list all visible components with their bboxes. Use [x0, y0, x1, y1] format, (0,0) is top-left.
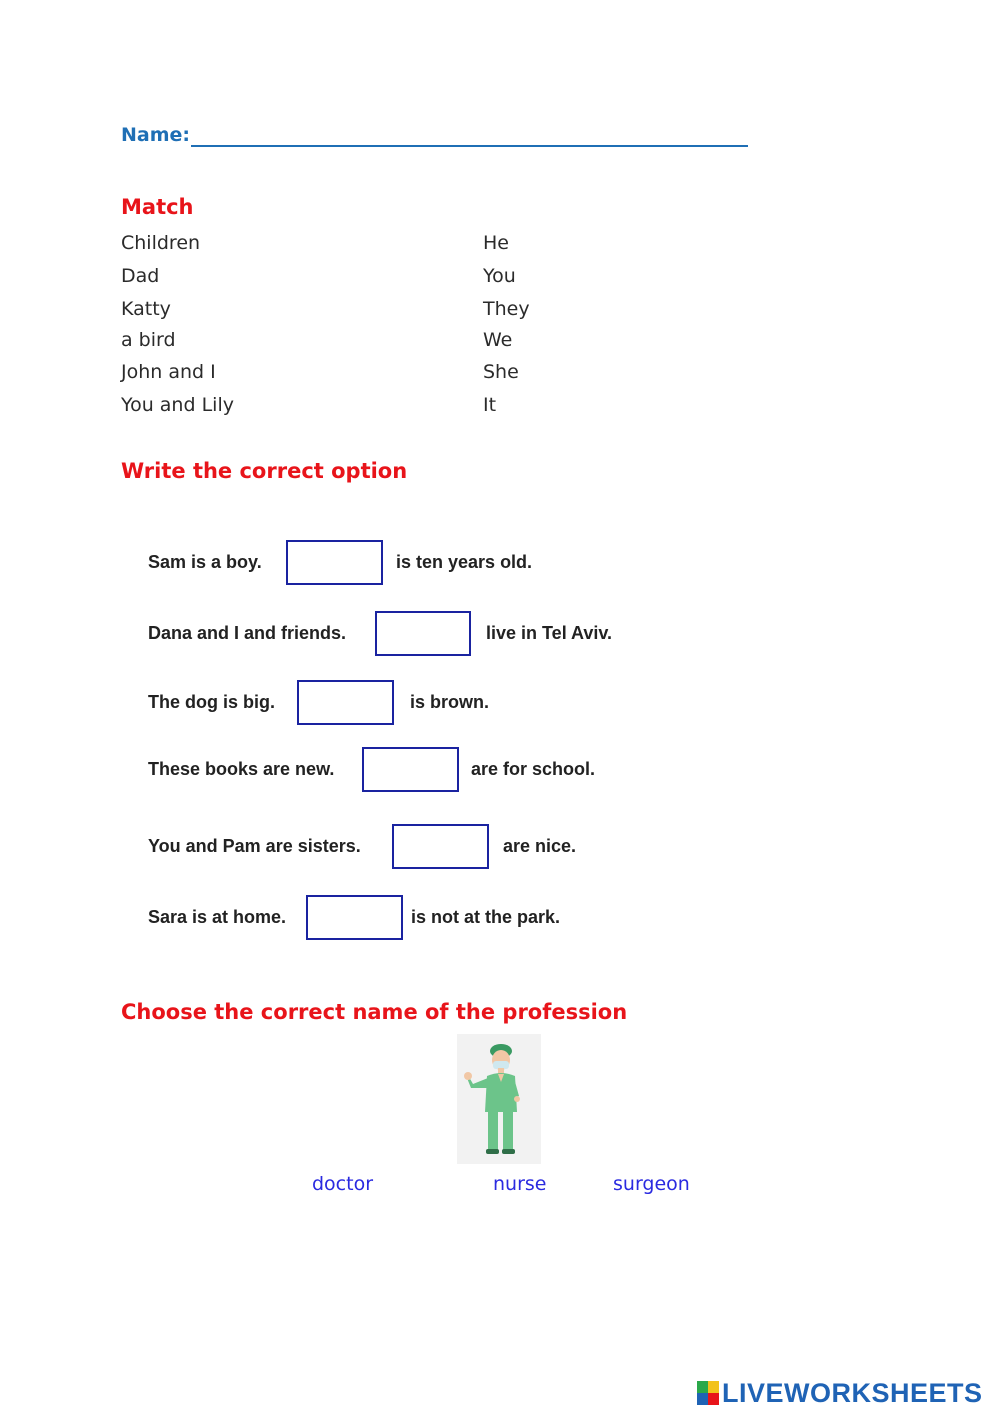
answer-box[interactable] [375, 611, 471, 656]
option-nurse[interactable]: nurse [493, 1173, 547, 1195]
answer-box[interactable] [362, 747, 459, 792]
match-right-item[interactable]: He [483, 232, 509, 254]
liveworksheets-logo-icon [697, 1381, 719, 1405]
write-title: Write the correct option [121, 459, 408, 483]
sentence-before: You and Pam are sisters. [148, 836, 361, 856]
match-left-item[interactable]: Katty [121, 298, 171, 320]
sentence-before: Sam is a boy. [148, 552, 262, 572]
match-left-item[interactable]: a bird [121, 329, 176, 351]
sentence-before: The dog is big. [148, 692, 275, 712]
answer-box[interactable] [306, 895, 403, 940]
match-right-item[interactable]: We [483, 329, 513, 351]
match-right-item[interactable]: She [483, 361, 519, 383]
match-left-item[interactable]: Dad [121, 265, 160, 287]
option-doctor[interactable]: doctor [312, 1173, 374, 1195]
sentence-after: are nice. [503, 836, 577, 856]
answer-box[interactable] [392, 824, 489, 869]
logo-text: LIVEWORKSHEETS [722, 1377, 983, 1408]
name-input-line[interactable] [191, 145, 748, 147]
match-left-item[interactable]: John and I [121, 361, 216, 383]
match-left-item[interactable]: You and Lily [121, 394, 234, 416]
match-right-item[interactable]: It [483, 394, 497, 416]
sentence-before: Dana and I and friends. [148, 623, 347, 643]
name-label: Name: [121, 124, 191, 146]
medical-worker-image [457, 1034, 541, 1164]
match-left-item[interactable]: Children [121, 232, 201, 254]
sentence-after: live in Tel Aviv. [486, 623, 613, 643]
choose-title: Choose the correct name of the profession [121, 1000, 628, 1024]
sentence-after: is ten years old. [396, 552, 533, 572]
sentence-after: are for school. [471, 759, 596, 779]
match-right-item[interactable]: They [483, 298, 530, 320]
medical-worker-icon [457, 1034, 541, 1164]
sentence-before: Sara is at home. [148, 907, 287, 927]
sentence-before: These books are new. [148, 759, 335, 779]
match-right-item[interactable]: You [483, 265, 516, 287]
sentence-after: is brown. [410, 692, 490, 712]
option-surgeon[interactable]: surgeon [613, 1173, 690, 1195]
answer-box[interactable] [286, 540, 383, 585]
match-title: Match [121, 195, 194, 219]
liveworksheets-logo [697, 1376, 983, 1410]
sentence-after: is not at the park. [411, 907, 561, 927]
answer-box[interactable] [297, 680, 394, 725]
